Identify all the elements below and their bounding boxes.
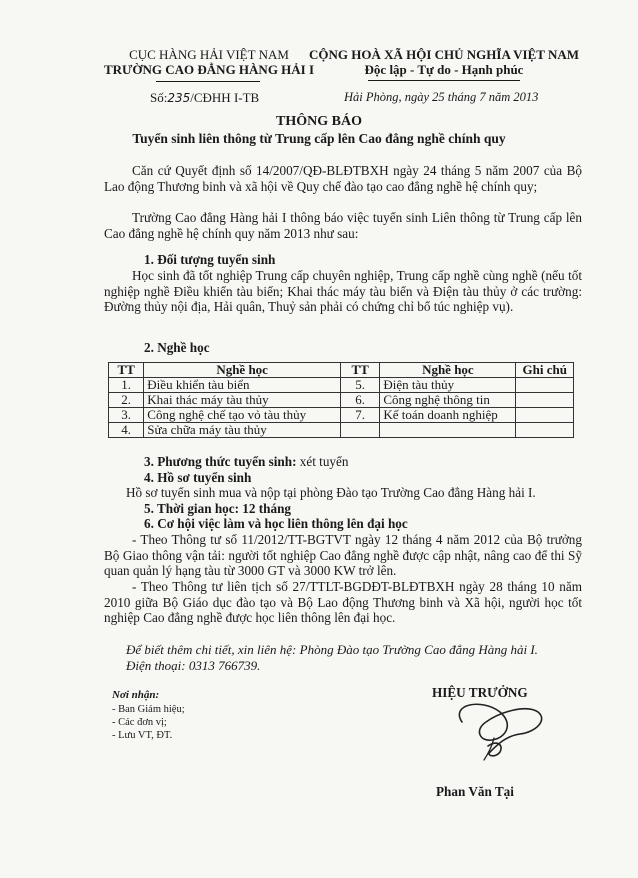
table-cell: Công nghệ thông tin: [380, 393, 516, 408]
table-cell: Điều khiển tàu biển: [144, 378, 341, 393]
table-cell: [516, 393, 574, 408]
table-cell: [516, 378, 574, 393]
table-cell: 7.: [340, 408, 379, 423]
contact-line: Để biết thêm chi tiết, xin liên hệ: Phòng Đào tạo Trường Cao đẳng Hàng hải I.: [126, 642, 538, 657]
table-cell: Khai thác máy tàu thủy: [144, 393, 341, 408]
table-cell: 2.: [109, 393, 144, 408]
table-header-cell: TT: [109, 363, 144, 378]
section6-paragraph-1: - Theo Thông tư số 11/2012/TT-BGTVT ngày 12 tháng 4 năm 2012 của Bộ trưởng Bộ Giao thông vận tải: người tốt nghiệp Cao đẳng nghề được cập nhật, nâng cao để thi Sỹ quan quản lý hạng tàu từ 3000 GT và 3000 KW trở lên.: [104, 532, 582, 579]
notice-subtitle: Tuyển sinh liên thông từ Trung cấp lên Cao đẳng nghề chính quy: [132, 131, 506, 146]
signer-title: HIỆU TRƯỞNG: [432, 685, 528, 700]
table-header-row: [109, 363, 574, 378]
org-underline: [156, 81, 260, 82]
table-cell: [380, 423, 516, 438]
recipients-label: Nơi nhận:: [112, 689, 160, 701]
number-suffix: /CĐHH I-TB: [190, 90, 260, 105]
section3-heading: 3. Phương thức tuyển sinh:: [144, 454, 297, 469]
table-cell: [516, 408, 574, 423]
section6-heading: 6. Cơ hội việc làm và học liên thông lên đại học: [144, 516, 408, 531]
table-cell: 5.: [340, 378, 379, 393]
section2-heading: 2. Nghề học: [144, 340, 210, 355]
document-number: [150, 90, 259, 106]
table-cell: [340, 423, 379, 438]
contact-phone: Điện thoại: 0313 766739.: [126, 658, 261, 673]
table-cell: 6.: [340, 393, 379, 408]
signer-name: Phan Văn Tại: [436, 784, 514, 799]
table-row: [109, 408, 574, 423]
section4-heading: 4. Hồ sơ tuyển sinh: [144, 470, 252, 485]
recipient-item: - Ban Giám hiệu;: [112, 704, 185, 715]
country-name: CỘNG HOÀ XÃ HỘI CHỦ NGHĨA VIỆT NAM: [308, 47, 580, 62]
table-row: [109, 378, 574, 393]
section5-heading: 5. Thời gian học: 12 tháng: [144, 501, 292, 516]
intro-paragraph-2: Trường Cao đẳng Hàng hải I thông báo việc tuyển sinh Liên thông từ Trung cấp lên Cao đẳng nghề hệ chính quy năm 2013 như sau:: [104, 210, 582, 241]
section1-heading: 1. Đối tượng tuyển sinh: [144, 252, 276, 267]
intro-paragraph-1: Căn cứ Quyết định số 14/2007/QĐ-BLĐTBXH ngày 24 tháng 5 năm 2007 của Bộ Lao động Thương binh và xã hội về Quy chế đào tạo cao đẳng nghề hệ chính quy;: [104, 163, 582, 194]
table-cell: 4.: [109, 423, 144, 438]
date-line: Hải Phòng, ngày 25 tháng 7 năm 2013: [344, 90, 539, 104]
motto: Độc lập - Tự do - Hạnh phúc: [364, 62, 524, 77]
table-header-cell: Ghi chú: [516, 363, 574, 378]
table-cell: 1.: [109, 378, 144, 393]
section6-paragraph-2: - Theo Thông tư liên tịch số 27/TTLT-BGDĐT-BLĐTBXH ngày 28 tháng 10 năm 2010 giữa Bộ Giáo dục đào tạo và Bộ Lao động Thương binh và Xã hội, người học tốt nghiệp Cao đẳng nghề được học liên thông lên đại học.: [104, 579, 582, 626]
motto-underline: [368, 80, 520, 81]
table-cell: 3.: [109, 408, 144, 423]
table-header-cell: Nghề học: [144, 363, 341, 378]
programs-table: [108, 362, 574, 438]
number-label: Số:: [150, 90, 168, 105]
section4-body: Hồ sơ tuyển sinh mua và nộp tại phòng Đào tạo Trường Cao đẳng Hàng hải I.: [126, 485, 536, 500]
org-parent: CỤC HÀNG HẢI VIỆT NAM: [129, 47, 289, 62]
section1-body: Học sinh đã tốt nghiệp Trung cấp chuyên nghiệp, Trung cấp nghề cùng nghề (nếu tốt nghiệp nghề Điều khiển tàu biển; Khai thác máy tàu biển và Điện tàu thủy ở các trường: Đường thủy nội địa, Hải quân, Thuỷ sản phải có chứng chỉ bổ túc nghiệp vụ).: [104, 268, 582, 315]
table-cell: Sửa chữa máy tàu thủy: [144, 423, 341, 438]
recipient-item: - Lưu VT, ĐT.: [112, 730, 173, 741]
table-cell: Kế toán doanh nghiệp: [380, 408, 516, 423]
table-cell: Công nghệ chế tạo vỏ tàu thủy: [144, 408, 341, 423]
table-row: [109, 423, 574, 438]
org-name: TRƯỜNG CAO ĐẲNG HÀNG HẢI I: [104, 62, 315, 77]
table-header-cell: Nghề học: [380, 363, 516, 378]
table-cell: Điện tàu thủy: [380, 378, 516, 393]
table-row: [109, 393, 574, 408]
table-cell: [516, 423, 574, 438]
section3-value: xét tuyển: [296, 454, 349, 469]
notice-title: THÔNG BÁO: [276, 114, 362, 129]
section3-line: [144, 454, 348, 470]
recipient-item: - Các đơn vị;: [112, 717, 167, 728]
table-header-cell: TT: [340, 363, 379, 378]
signature-image: [440, 694, 560, 764]
number-value: 235: [167, 91, 191, 105]
